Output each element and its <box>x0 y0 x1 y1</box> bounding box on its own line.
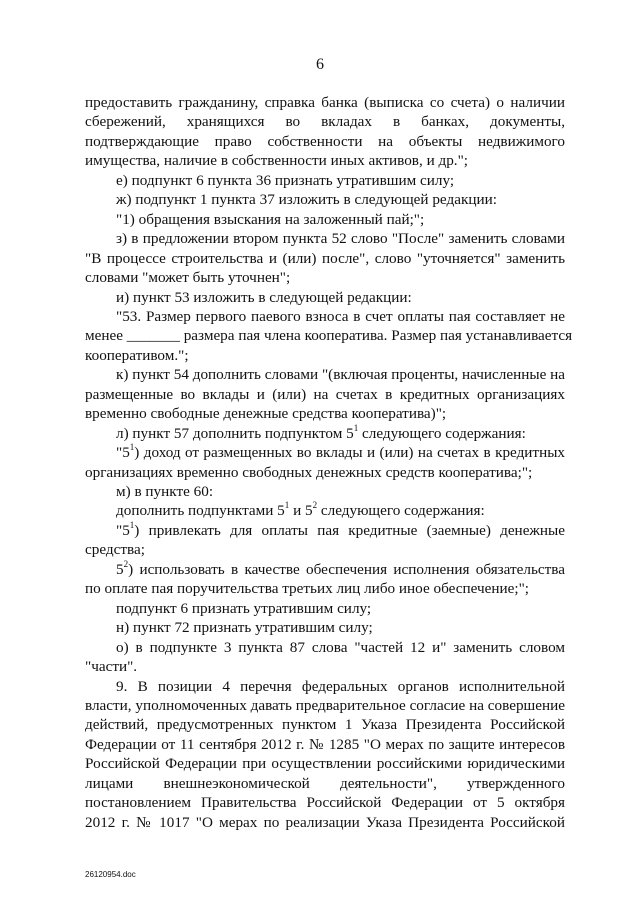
text-line <box>85 113 565 131</box>
text-segment: имущества, наличие в собственности иных активов, и др."; <box>85 152 469 170</box>
text-line <box>85 814 565 832</box>
text-segment: ) использовать в качестве обеспечения исполнения обязательства <box>128 560 565 578</box>
text-segment: л) пункт 57 дополнить подпунктом 5 <box>116 424 354 442</box>
text-line <box>85 794 565 812</box>
text-segment: сбережений, хранящихся во вкладах в банках, документы, <box>85 113 565 131</box>
text-segment: подпункт 6 признать утратившим силу; <box>116 599 372 617</box>
page-number: 6 <box>316 56 324 73</box>
text-segment: н) пункт 72 признать утратившим силу; <box>116 619 373 637</box>
text-segment: словами "может быть уточнен"; <box>85 269 291 287</box>
text-line <box>85 464 565 482</box>
text-segment: лицами внешнеэкономической деятельности", утвержденного <box>85 774 565 792</box>
text-line <box>116 619 565 637</box>
superscript: 2 <box>123 558 129 569</box>
superscript: 1 <box>353 422 359 433</box>
text-segment: и 5 <box>289 502 313 520</box>
text-segment: "5 <box>116 444 130 462</box>
text-line <box>116 444 565 462</box>
text-line <box>116 191 565 209</box>
text-segment: о) в подпункте 3 пункта 87 слова "частей 12 и" заменить словом <box>116 638 565 656</box>
text-segment: организациях временно свободных денежных средств кооператива;"; <box>85 463 533 481</box>
text-line <box>116 289 565 307</box>
text-segment: по оплате пая поручительства третьих лиц либо иное обеспечение;"; <box>85 580 529 598</box>
text-line <box>116 600 565 618</box>
text-line <box>85 775 565 793</box>
text-line <box>116 366 565 384</box>
text-segment: 9. В позиции 4 перечня федеральных органов исполнительной <box>116 677 565 695</box>
superscript: 2 <box>312 500 318 511</box>
text-segment: з) в предложении втором пункта 52 слово "После" заменить словами <box>116 230 565 248</box>
text-line <box>116 519 565 540</box>
superscript: 1 <box>129 442 135 453</box>
text-segment: м) в пункте 60: <box>116 483 214 500</box>
text-segment: менее _______ размера пая члена кооператива. Размер пая устанавливается <box>85 327 573 345</box>
text-segment: "5 <box>116 521 130 539</box>
text-segment: Федерации от 11 сентября 2012 г. № 1285 "О мерах по защите интересов <box>85 735 565 753</box>
text-line <box>85 736 565 754</box>
text-segment: средства; <box>85 541 145 559</box>
text-line <box>85 133 565 151</box>
file-name-footer: 26120954.doc <box>85 870 136 879</box>
text-line <box>85 697 565 715</box>
text-segment: "1) обращения взыскания на заложенный пай;"; <box>116 210 425 228</box>
text-segment: действий, предусмотренных пунктом 1 Указа Президента Российской <box>85 716 565 734</box>
text-line <box>116 678 565 696</box>
text-segment: дополнить подпунктами 5 <box>116 502 285 520</box>
text-line <box>116 308 565 326</box>
text-segment: "части". <box>85 658 138 676</box>
text-segment: 5 <box>116 560 124 578</box>
text-segment: 2012 г. № 1017 "О мерах по реализации Указа Президента Российской <box>85 813 565 831</box>
text-segment: власти, уполномоченных давать предварительное согласие на совершение <box>85 696 565 714</box>
text-line <box>85 658 565 676</box>
text-line <box>85 386 565 404</box>
text-segment: кооперативом."; <box>85 346 189 364</box>
text-line <box>116 483 565 501</box>
superscript: 1 <box>129 519 135 530</box>
text-line <box>85 405 565 423</box>
text-segment: к) пункт 54 дополнить словами "(включая проценты, начисленные на <box>116 366 565 384</box>
text-line <box>85 347 565 365</box>
text-segment: Российской Федерации при осуществлении российскими юридическими <box>85 755 565 773</box>
text-segment: подтверждающие право собственности на объекты недвижимого <box>85 132 565 150</box>
text-segment: следующего содержания: <box>358 424 526 442</box>
text-line <box>85 269 565 287</box>
text-segment: предоставить гражданину, справка банка (выписка со счета) о наличии <box>85 94 565 111</box>
text-line <box>116 639 565 657</box>
text-segment: и) пункт 53 изложить в следующей редакции: <box>116 288 412 306</box>
text-line <box>85 716 565 734</box>
text-line <box>116 230 565 248</box>
text-segment: следующего содержания: <box>317 502 485 520</box>
text-segment: временно свободные денежные средства кооператива)"; <box>85 405 447 423</box>
text-line <box>116 211 565 229</box>
text-line <box>85 755 565 773</box>
text-line <box>116 172 565 190</box>
text-segment: ) доход от размещенных во вклады и (или) на счетах в кредитных <box>134 444 565 462</box>
text-line <box>116 502 565 520</box>
text-line <box>85 580 565 598</box>
text-segment: размещенные во вклады и (или) на счетах в кредитных организациях <box>85 385 565 403</box>
text-segment: ж) подпункт 1 пункта 37 изложить в следующей редакции: <box>116 191 497 209</box>
text-line <box>116 558 565 579</box>
text-segment: "В процессе строительства и (или) после", слово "уточняется" заменить <box>85 249 565 267</box>
text-segment: "53. Размер первого паевого взноса в счет оплаты пая составляет не <box>116 307 565 325</box>
text-line <box>85 327 573 345</box>
text-line <box>85 250 565 268</box>
superscript: 1 <box>284 500 290 511</box>
text-line <box>85 152 565 170</box>
text-segment: ) привлекать для оплаты пая кредитные (заемные) денежные <box>134 521 565 539</box>
text-segment: е) подпункт 6 пункта 36 признать утратившим силу; <box>116 171 455 189</box>
text-segment: постановлением Правительства Российской Федерации от 5 октября <box>85 794 565 812</box>
text-line <box>116 422 565 443</box>
text-line <box>85 94 565 112</box>
text-line <box>85 541 565 559</box>
